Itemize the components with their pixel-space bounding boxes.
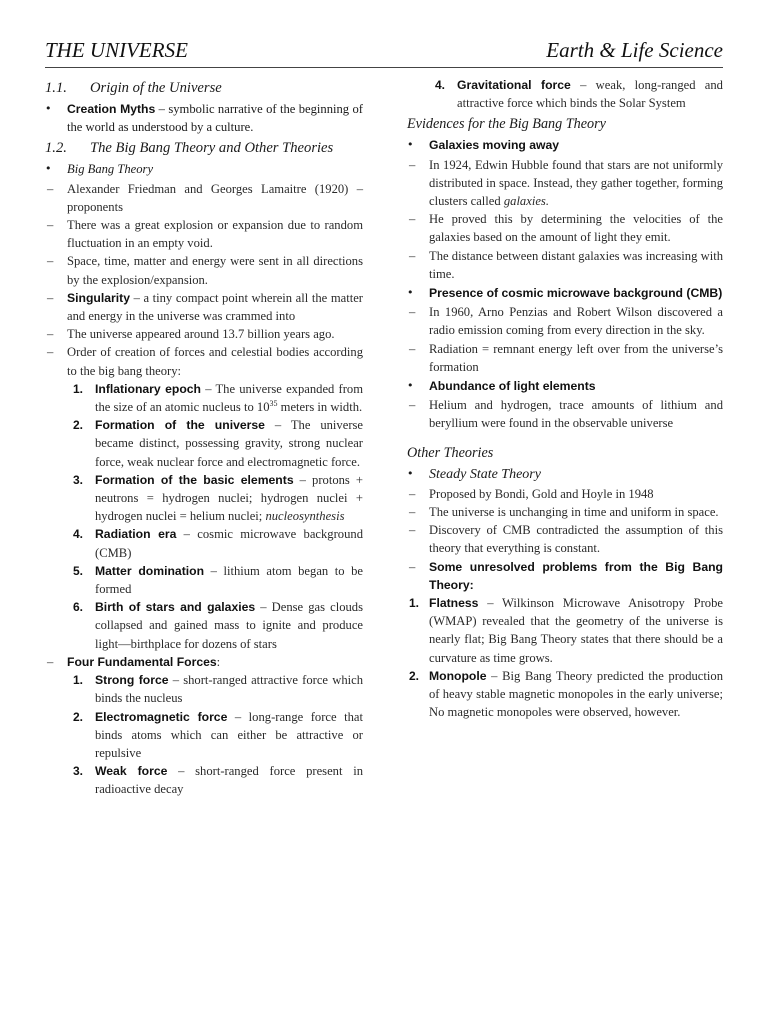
- list-item: – Helium and hydrogen, trace amounts of lithium and beryllium were found in the observable universe: [409, 398, 723, 431]
- list-item: – The universe appeared around 13.7 billion years ago.: [47, 327, 335, 342]
- problem-item-monopole: 2. Monopole – Big Bang Theory predicted the production of heavy stable magnetic monopoles in the early universe; No magnetic monopoles were observed, however.: [409, 668, 723, 720]
- bullet-icon: •: [407, 286, 414, 300]
- order-item-radiation-era: 4. Radiation era – cosmic microwave background (CMB): [73, 527, 363, 560]
- bullet-icon: •: [407, 379, 414, 393]
- force-item-electromagnetic: 2. Electromagnetic force – long-range force that binds atoms which can either be attractive or repulsive: [73, 709, 363, 760]
- list-item: – Radiation = remnant energy left over from the universe’s formation: [409, 341, 723, 374]
- section-heading-big-bang: 1.2. The Big Bang Theory and Other Theories: [45, 140, 334, 157]
- list-item: – The distance between distant galaxies was increasing with time.: [409, 248, 723, 281]
- problem-item-flatness: 1. Flatness – Wilkinson Microwave Anisotropy Probe (WMAP) revealed that the geometry of the universe is nearly flat; Big Bang Theory states that there should be a curvature as time grows.: [409, 596, 723, 665]
- force-item-gravitational: 4. Gravitational force – weak, long-ranged and attractive force which binds the Solar System: [435, 78, 723, 111]
- bullet-icon: •: [45, 162, 52, 176]
- document-title: THE UNIVERSE: [45, 38, 188, 62]
- order-item-basic-elements: 3. Formation of the basic elements – protons + neutrons = hydrogen nuclei; hydrogen nuclei + hydrogen nuclei = helium nuclei; nucleosynthesis: [73, 472, 363, 524]
- list-item: – Order of creation of forces and celestial bodies according to the big bang theory:: [47, 345, 363, 378]
- force-item-weak: 3. Weak force – short-ranged force present in radioactive decay: [73, 764, 363, 797]
- right-column: [407, 76, 723, 722]
- list-item-steady-state: • Steady State Theory: [407, 466, 541, 482]
- list-item-creation-myths: • Creation Myths – symbolic narrative of the beginning of the world as understood by a culture.: [45, 102, 363, 135]
- list-item: – Alexander Friedman and Georges Lamaitre (1920) – proponents: [47, 181, 363, 214]
- list-item-singularity: – Singularity – a tiny compact point wherein all the matter and energy in the universe was crammed into: [47, 290, 363, 324]
- bullet-icon: •: [407, 466, 414, 480]
- header-rule: [45, 67, 723, 68]
- list-item-galaxies-moving: • Galaxies moving away: [407, 136, 723, 154]
- order-item-inflationary-epoch: 1. Inflationary epoch – The universe expanded from the size of an atomic nucleus to $10^{35}$ meters in width.: [73, 381, 363, 415]
- bullet-icon: •: [45, 102, 52, 115]
- order-item-birth-of-stars: 6. Birth of stars and galaxies – Dense gas clouds collapsed and gained mass to ignite and produce light—birthplace for dozens of stars: [73, 600, 363, 651]
- list-item-unresolved-problems: – Some unresolved problems from the Big Bang Theory:: [409, 559, 723, 592]
- order-item-formation-universe: 2. Formation of the universe – The universe became distinct, possessing gravity, strong nuclear force, weak nuclear force and electromagnetic force.: [73, 418, 363, 469]
- list-item: – In 1960, Arno Penzias and Robert Wilson discovered a radio emission coming from every direction in the sky.: [409, 305, 723, 338]
- list-item-big-bang-theory: • Big Bang Theory: [45, 160, 363, 178]
- subject-title: Earth & Life Science: [546, 38, 723, 62]
- order-item-matter-domination: 5. Matter domination – lithium atom began to be formed: [73, 563, 364, 597]
- list-item: – He proved this by determining the velocities of the galaxies based on the amount of light they emit.: [409, 212, 723, 245]
- left-column: [45, 76, 363, 799]
- section-heading-other-theories: Other Theories: [407, 444, 494, 461]
- section-heading-evidences: Evidences for the Big Bang Theory: [407, 116, 606, 133]
- list-item-cmb: • Presence of cosmic microwave background (CMB): [407, 284, 723, 302]
- force-item-strong: 1. Strong force – short-ranged attractive force which binds the nucleus: [73, 673, 363, 706]
- list-item: – Proposed by Bondi, Gold and Hoyle in 1948: [409, 486, 654, 501]
- list-item: – Discovery of CMB contradicted the assumption of this theory that everything is constant.: [409, 523, 723, 556]
- list-item-four-forces: – Four Fundamental Forces:: [47, 654, 221, 669]
- section-heading-origin: 1.1. Origin of the Universe: [45, 80, 222, 96]
- bullet-icon: •: [407, 138, 414, 152]
- list-item: – In 1924, Edwin Hubble found that stars are not uniformly distributed in space. Instead, they gather together, forming clusters called galaxies.: [409, 157, 723, 209]
- list-item: – There was a great explosion or expansion due to random fluctuation in an empty void.: [47, 218, 363, 251]
- list-item: – The universe is unchanging in time and uniform in space.: [409, 505, 719, 520]
- list-item: – Space, time, matter and energy were sent in all directions by the explosion/expansion.: [47, 254, 363, 287]
- list-item-light-elements: • Abundance of light elements: [407, 377, 723, 395]
